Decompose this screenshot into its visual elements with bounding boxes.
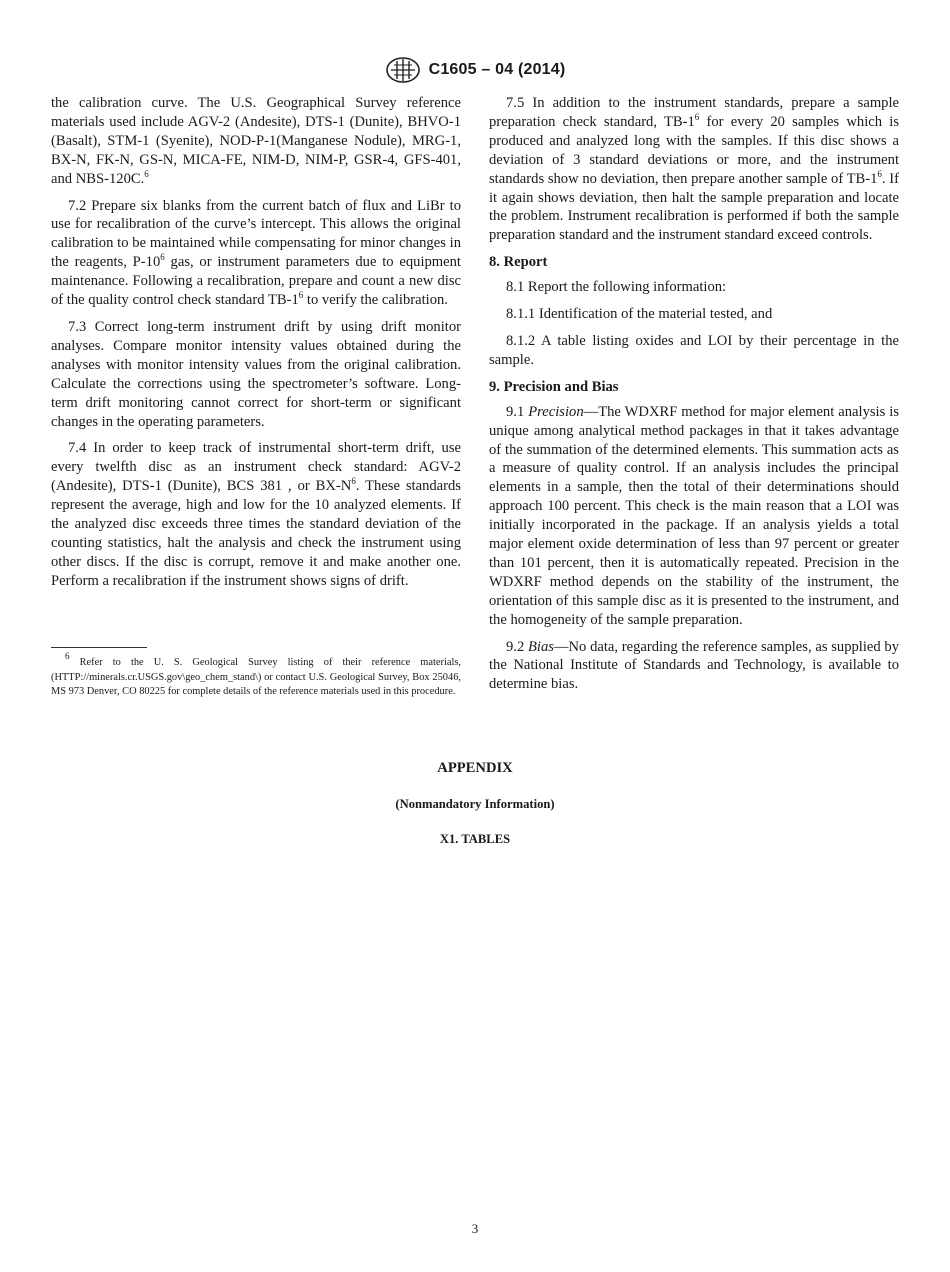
appendix-subtitle: (Nonmandatory Information) xyxy=(395,797,555,811)
paragraph-7-3: 7.3 Correct long-term instrument drift by using drift monitor analyses. Compare monitor intensity values obtained during the analyses with monitor intensity values from the original calibration. Calculate the corrections using the spectrometer’s software. Long-term drift monitoring cannot correct for short-term or significant changes in the operating parameters. xyxy=(51,318,461,430)
paragraph-9-2: 9.2 Bias—No data, regarding the reference samples, as supplied by the National Institute of Standards and Technology, is available to determine bias. xyxy=(489,638,899,693)
astm-logo-icon xyxy=(385,56,421,84)
page-header xyxy=(0,55,950,85)
paragraph-8-1-1: 8.1.1 Identification of the material tested, and xyxy=(506,306,773,323)
footnote-6: $^6$ Refer to the U. S. Geological Survey listing of their reference materials, (HTTP://minerals.cr.USGS.gov\geo_chem_stand\) or contact U.S. Geological Survey, Box 25046, MS 973 Denver, CO 80225 for complete details of the reference materials used in this procedure. xyxy=(51,651,461,698)
paragraph-7-2: 7.2 Prepare six blanks from the current batch of flux and LiBr to use for recalibration of the curve’s intercept. This allows the original calibration to be maintained while compensating for minor changes in the reagents, $P-10^6$ gas, or instrument parameters due to equipment maintenance. Following a recalibration, prepare and count a new disc of the quality control check standard $TB-1^6$ to verify the calibration. xyxy=(51,197,461,309)
appendix-title: APPENDIX xyxy=(437,760,513,776)
paragraph-8-1-2: 8.1.2 A table listing oxides and LOI by their percentage in the sample. xyxy=(489,332,899,368)
paragraph-continued: the calibration curve. The U.S. Geographical Survey reference materials used include AGV-2 (Andesite), DTS-1 (Dunite), BHVO-1 (Basalt), STM-1 (Syenite), NOD-P-1(Manganese Nodule), MRG-1, BX-N, FK-N, GS-N, MICA-FE, NIM-D, NIM-P, GSR-4, GFS-401, and NBS-120C.$^6$ xyxy=(51,95,461,187)
appendix-block xyxy=(0,760,950,847)
right-column xyxy=(489,94,899,702)
standard-designation: C1605 – 04 (2014) xyxy=(428,61,566,78)
page-number: 3 xyxy=(471,1221,479,1236)
paragraph-8-1: 8.1 Report the following information: xyxy=(506,279,727,296)
paragraph-7-5: 7.5 In addition to the instrument standards, prepare a sample preparation check standard, $TB-1^6$ for every 20 samples which is produced and analyzed long with the samples. If this disc shows a deviation of 3 standard deviations or more, and the instrument standards show no deviation, then prepare another sample of $TB-1^6$. If it again shows deviation, then halt the sample preparation and locate the problem. Instrument recalibration is performed if both the sample preparation standard and the instrument standard exceed controls. xyxy=(489,95,899,244)
section-8-heading: 8. Report xyxy=(489,254,548,271)
paragraph-9-1: 9.1 Precision—The WDXRF method for major element analysis is unique among analytical method packages in that it takes advantage of the summation of the determined elements. This summation acts as a measure of quality control. If an analysis includes the principal elements in a sample, then the total of their determinations should approach 100 percent. This check is the main reason that a LOI was initially incorporated in the package. If an analysis yields a total major element oxide determination of less than 97 percent or greater than 101 percent, then it is automatically repeated. Precision in the WDXRF method depends on the stability of the instrument, the orientation of this sample disc as it is presented to the instrument, and the homogeneity of the sample preparation. xyxy=(489,403,899,628)
left-column xyxy=(51,94,461,599)
section-9-heading: 9. Precision and Bias xyxy=(489,378,619,395)
appendix-section-heading: X1. TABLES xyxy=(439,832,511,846)
paragraph-7-4: 7.4 In order to keep track of instrumental short-term drift, use every twelfth disc as an instrument check standard: AGV-2 (Andesite), DTS-1 (Dunite), BCS 381 , or $BX-N^6$. These standards represent the average, high and low for the 10 analyzed elements. If the analyzed disc exceeds three times the standard deviation of the counting statistics, halt the analysis and check the instrument using other discs. If the disc is corrupt, remove it and make another one. Perform a recalibration if the instrument shows signs of drift. xyxy=(51,440,461,589)
footnote-divider xyxy=(51,647,147,648)
